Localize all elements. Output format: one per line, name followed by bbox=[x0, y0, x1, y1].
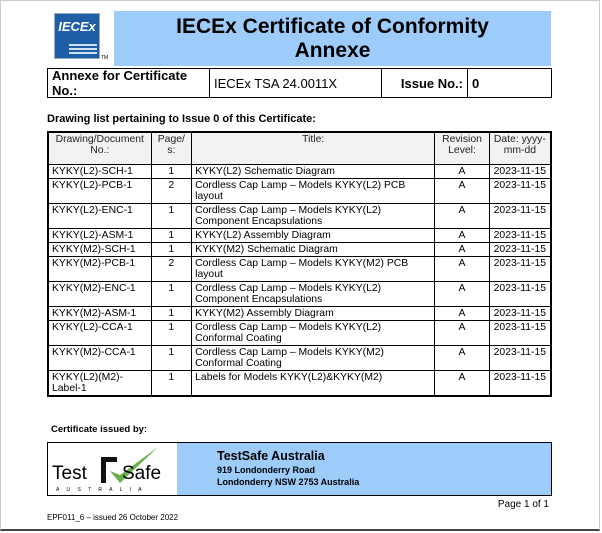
table-cell: 2023-11-15 bbox=[489, 282, 551, 307]
iecex-logo bbox=[54, 13, 100, 59]
table-cell: 1 bbox=[151, 229, 192, 243]
table-cell: KYKY(L2)-ENC-1 bbox=[48, 204, 151, 229]
table-cell: 1 bbox=[151, 321, 192, 346]
certificate-row bbox=[47, 68, 552, 98]
title-line-1: IECEx Certificate of Conformity bbox=[176, 15, 489, 38]
logo-text: IECEx bbox=[58, 19, 96, 34]
testsafe-logo bbox=[48, 443, 177, 495]
table-row bbox=[48, 165, 551, 179]
table-cell: 2023-11-15 bbox=[489, 179, 551, 204]
issuer-name: TestSafe Australia bbox=[217, 449, 325, 463]
table-cell: Cordless Cap Lamp – Models KYKY(L2) PCB layout bbox=[192, 179, 435, 204]
column-header: Date: yyyy-mm-dd bbox=[489, 132, 551, 165]
table-cell: KYKY(L2)-CCA-1 bbox=[48, 321, 151, 346]
column-header: Title: bbox=[192, 132, 435, 165]
table-cell: KYKY(L2)-ASM-1 bbox=[48, 229, 151, 243]
table-cell: KYKY(L2) Assembly Diagram bbox=[192, 229, 435, 243]
table-cell: 2023-11-15 bbox=[489, 257, 551, 282]
page-title bbox=[114, 11, 551, 66]
table-cell: 1 bbox=[151, 243, 192, 257]
column-header: Drawing/Document No.: bbox=[48, 132, 151, 165]
table-cell: 2023-11-15 bbox=[489, 307, 551, 321]
table-cell: KYKY(M2)-ENC-1 bbox=[48, 282, 151, 307]
issue-number: 0 bbox=[472, 75, 480, 91]
table-cell: 1 bbox=[151, 371, 192, 397]
table-row bbox=[48, 243, 551, 257]
table-cell: 2023-11-15 bbox=[489, 346, 551, 371]
table-cell: A bbox=[435, 346, 489, 371]
logo-safe: Safe bbox=[122, 463, 162, 484]
form-footer: EPF011_6 – issued 26 October 2022 bbox=[47, 513, 179, 522]
page-number: Page 1 of 1 bbox=[497, 499, 549, 510]
table-row bbox=[48, 257, 551, 282]
table-cell: Cordless Cap Lamp – Models KYKY(L2) Component Encapsulations bbox=[192, 204, 435, 229]
issuer-info bbox=[177, 443, 551, 495]
table-cell: KYKY(M2)-SCH-1 bbox=[48, 243, 151, 257]
table-cell: 2023-11-15 bbox=[489, 229, 551, 243]
table-cell: KYKY(M2)-CCA-1 bbox=[48, 346, 151, 371]
table-cell: 2023-11-15 bbox=[489, 165, 551, 179]
table-cell: A bbox=[435, 229, 489, 243]
table-row bbox=[48, 204, 551, 229]
table-cell: A bbox=[435, 282, 489, 307]
table-row bbox=[48, 282, 551, 307]
table-cell: A bbox=[435, 371, 489, 397]
table-cell: KYKY(M2) Schematic Diagram bbox=[192, 243, 435, 257]
cert-number: IECEx TSA 24.0011X bbox=[210, 69, 382, 97]
drawing-list-heading: Drawing list pertaining to Issue 0 of this Certificate: bbox=[47, 113, 316, 125]
table-row bbox=[48, 229, 551, 243]
table-cell: A bbox=[435, 165, 489, 179]
column-header: Page/ s: bbox=[151, 132, 192, 165]
table-row bbox=[48, 371, 551, 397]
table-cell: Cordless Cap Lamp – Models KYKY(L2) Component Encapsulations bbox=[192, 282, 435, 307]
issue-label: Issue No.: bbox=[382, 69, 468, 97]
drawing-table bbox=[47, 131, 552, 397]
table-cell: 2023-11-15 bbox=[489, 321, 551, 346]
title-line-2: Annexe bbox=[294, 39, 371, 62]
table-cell: KYKY(M2)-ASM-1 bbox=[48, 307, 151, 321]
table-cell: Cordless Cap Lamp – Models KYKY(M2) PCB layout bbox=[192, 257, 435, 282]
table-cell: A bbox=[435, 307, 489, 321]
table-cell: 1 bbox=[151, 282, 192, 307]
table-cell: 1 bbox=[151, 346, 192, 371]
table-cell: A bbox=[435, 257, 489, 282]
cert-label: Annexe for Certificate No.: bbox=[48, 69, 210, 97]
table-cell: KYKY(M2)-PCB-1 bbox=[48, 257, 151, 282]
table-cell: A bbox=[435, 321, 489, 346]
table-cell: 1 bbox=[151, 165, 192, 179]
issued-by-label: Certificate issued by: bbox=[51, 424, 148, 435]
column-header: Revision Level: bbox=[435, 132, 489, 165]
table-cell: KYKY(L2)-SCH-1 bbox=[48, 165, 151, 179]
table-cell: A bbox=[435, 179, 489, 204]
issuer-address-1: 919 Londonderry Road bbox=[217, 465, 316, 475]
table-cell: KYKY(L2) Schematic Diagram bbox=[192, 165, 435, 179]
logo-country: A U S T R A L I A bbox=[56, 487, 145, 493]
table-cell: 1 bbox=[151, 204, 192, 229]
table-cell: A bbox=[435, 204, 489, 229]
table-cell: Labels for Models KYKY(L2)&KYKY(M2) bbox=[192, 371, 435, 397]
table-row bbox=[48, 179, 551, 204]
table-cell: 2023-11-15 bbox=[489, 371, 551, 397]
issuer-box bbox=[47, 442, 552, 496]
table-cell: Cordless Cap Lamp – Models KYKY(M2) Conformal Coating bbox=[192, 346, 435, 371]
table-cell: 2023-11-15 bbox=[489, 204, 551, 229]
logo-test: Test bbox=[52, 463, 87, 484]
table-row bbox=[48, 307, 551, 321]
table-cell: 2 bbox=[151, 179, 192, 204]
table-cell: KYKY(L2)-PCB-1 bbox=[48, 179, 151, 204]
table-cell: A bbox=[435, 243, 489, 257]
table-row bbox=[48, 346, 551, 371]
table-cell: KYKY(M2) Assembly Diagram bbox=[192, 307, 435, 321]
table-cell: KYKY(L2)(M2)-Label-1 bbox=[48, 371, 151, 397]
table-cell: 2 bbox=[151, 257, 192, 282]
table-row bbox=[48, 321, 551, 346]
table-cell: Cordless Cap Lamp – Models KYKY(L2) Conformal Coating bbox=[192, 321, 435, 346]
table-cell: 1 bbox=[151, 307, 192, 321]
trademark: TM bbox=[101, 55, 109, 61]
issuer-address-2: Londonderry NSW 2753 Australia bbox=[217, 477, 360, 487]
table-cell: 2023-11-15 bbox=[489, 243, 551, 257]
